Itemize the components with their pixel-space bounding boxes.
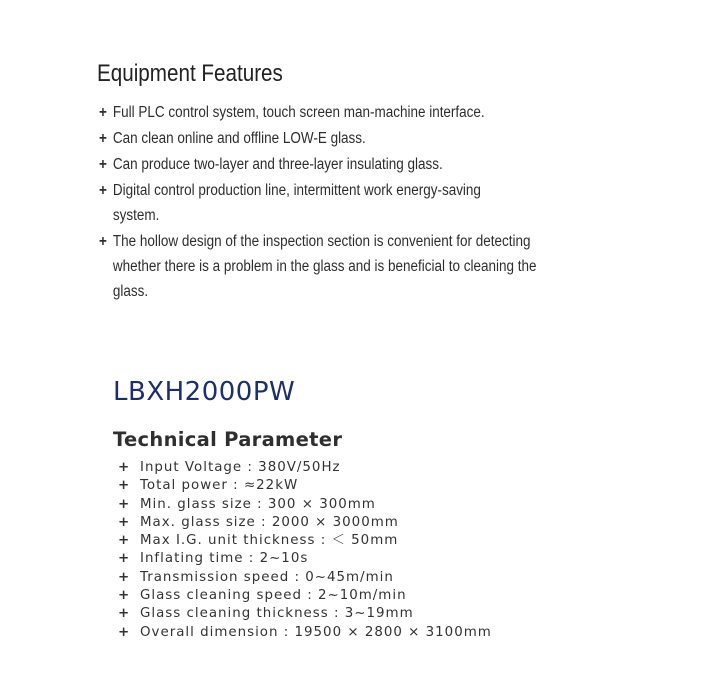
plus-bullet: + bbox=[99, 130, 107, 147]
plus-bullet: + bbox=[118, 478, 131, 494]
plus-bullet: + bbox=[118, 460, 131, 475]
parameter-item bbox=[118, 569, 492, 587]
features-heading: Equipment Features bbox=[97, 60, 283, 87]
plus-bullet: + bbox=[99, 104, 107, 121]
parameter-text: Inflating time : 2~10s bbox=[140, 551, 309, 567]
parameter-text: Max. glass size : 2000 × 3000mm bbox=[140, 514, 399, 530]
parameter-text: Transmission speed : 0~45m/min bbox=[140, 569, 394, 585]
feature-item bbox=[99, 126, 565, 151]
plus-bullet: + bbox=[118, 569, 131, 585]
plus-bullet: + bbox=[118, 533, 131, 549]
plus-bullet: + bbox=[118, 514, 131, 530]
features-list bbox=[99, 100, 569, 305]
feature-item bbox=[99, 100, 565, 125]
feature-text: Full PLC control system, touch screen man-machine interface. bbox=[112, 104, 485, 121]
feature-text: The hollow design of the inspection section is convenient for detecting whether there is a problem in the glass and is beneficial to cleaning the glass. bbox=[112, 233, 537, 300]
parameter-item bbox=[118, 514, 492, 532]
parameter-item bbox=[118, 624, 492, 642]
plus-bullet: + bbox=[118, 606, 131, 622]
parameter-item bbox=[118, 550, 492, 568]
parameter-item bbox=[118, 477, 492, 495]
feature-item bbox=[99, 178, 487, 228]
feature-item bbox=[99, 152, 565, 177]
parameter-text: Total power : ≈22kW bbox=[140, 478, 299, 494]
feature-text: Can clean online and offline LOW-E glass. bbox=[112, 130, 366, 147]
model-number: LBXH2000PW bbox=[113, 377, 296, 407]
plus-bullet: + bbox=[118, 624, 131, 640]
parameter-item bbox=[118, 532, 492, 550]
plus-bullet: + bbox=[99, 233, 107, 250]
parameters-list bbox=[118, 459, 492, 642]
parameter-item bbox=[118, 496, 492, 514]
parameter-item bbox=[118, 459, 492, 477]
feature-text: Can produce two-layer and three-layer insulating glass. bbox=[112, 156, 443, 173]
parameter-text: Max I.G. unit thickness : ＜ 50mm bbox=[140, 533, 399, 549]
parameter-item bbox=[118, 587, 492, 605]
parameter-text: Glass cleaning speed : 2~10m/min bbox=[140, 588, 407, 604]
plus-bullet: + bbox=[99, 156, 107, 173]
parameter-text: Min. glass size : 300 × 300mm bbox=[140, 496, 376, 512]
parameter-text: Input Voltage : 380V/50Hz bbox=[140, 460, 341, 475]
parameter-item bbox=[118, 605, 492, 623]
plus-bullet: + bbox=[118, 588, 131, 604]
parameter-text: Glass cleaning thickness : 3~19mm bbox=[140, 606, 414, 622]
feature-item bbox=[99, 229, 539, 304]
plus-bullet: + bbox=[118, 551, 131, 567]
technical-heading: Technical Parameter bbox=[113, 428, 343, 451]
plus-bullet: + bbox=[99, 182, 107, 199]
plus-bullet: + bbox=[118, 496, 131, 512]
feature-text: Digital control production line, intermittent work energy-saving system. bbox=[112, 182, 481, 224]
parameter-text: Overall dimension : 19500 × 2800 × 3100mm bbox=[140, 624, 492, 640]
